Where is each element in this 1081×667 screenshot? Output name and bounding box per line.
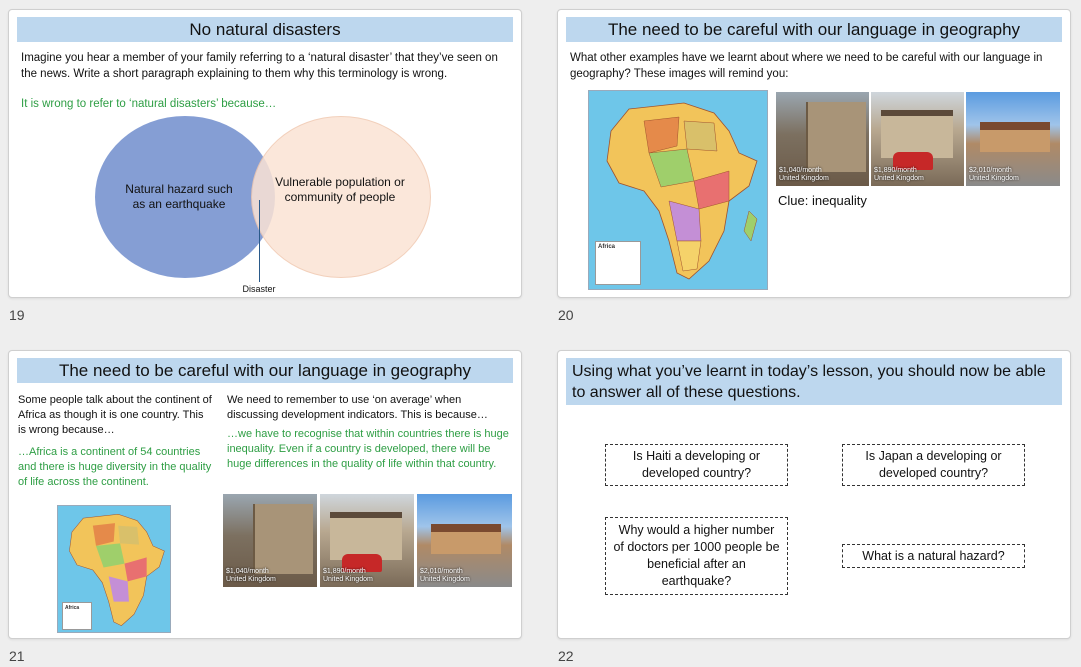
question-box-haiti: Is Haiti a developing or developed country? (605, 444, 788, 486)
overlap-pointer-line (259, 200, 260, 282)
photo-price: $1,890/month (874, 167, 917, 174)
photo-price: $1,890/month (323, 568, 366, 575)
house-photo-1 (223, 494, 317, 587)
venn-label-population: Vulnerable population or community of people (275, 175, 405, 204)
photo-price: $1,040/month (779, 167, 822, 174)
photo-place: United Kingdom (779, 175, 829, 182)
photo-place: United Kingdom (969, 175, 1019, 182)
map-legend (62, 602, 92, 630)
africa-map (57, 505, 171, 633)
slide-19[interactable] (8, 9, 522, 298)
slide-body-text: Imagine you hear a member of your family referring to a ‘natural disaster’ that they’ve seen on the news. Write a short paragraph explaining to them why this terminology is wrong. (21, 52, 498, 80)
question-box-japan: Is Japan a developing or developed country? (842, 444, 1025, 486)
question-box-doctors: Why would a higher number of doctors per 1000 people be beneficial after an earthquake? (605, 517, 788, 595)
slide-21[interactable] (8, 350, 522, 639)
photo-price: $2,010/month (969, 167, 1012, 174)
right-prompt-text: We need to remember to use ‘on average’ when discussing development indicators. This is because… (227, 394, 488, 421)
slide-20[interactable] (557, 9, 1071, 298)
clue-text: Clue: inequality (778, 193, 867, 208)
map-legend-title: Africa (598, 244, 616, 250)
photo-price: $2,010/month (420, 568, 463, 575)
house-photo-2 (871, 92, 964, 186)
slide-title: No natural disasters (17, 17, 513, 42)
right-answer-text: …we have to recognise that within countries there is huge inequality. Even if a country is developed, there will be huge differences in the quality of life within that country. (227, 428, 509, 470)
venn-label-hazard: Natural hazard such as an earthquake (125, 182, 233, 211)
photo-place: United Kingdom (874, 175, 924, 182)
house-photo-1 (776, 92, 869, 186)
slide-title: The need to be careful with our language in geography (17, 358, 513, 383)
overlap-label: Disaster (242, 284, 276, 294)
house-photo-3 (417, 494, 512, 587)
photo-place: United Kingdom (420, 576, 470, 583)
slide-number: 20 (558, 307, 574, 323)
slide-number: 19 (9, 307, 25, 323)
slide-title: Using what you’ve learnt in today’s lesson, you should now be able to answer all of these questions. (566, 358, 1062, 405)
slide-number: 22 (558, 648, 574, 664)
slide-22[interactable] (557, 350, 1071, 639)
slide-body-text: What other examples have we learnt about where we need to be careful with our language in geography? These images will remind you: (570, 52, 1043, 80)
map-legend (595, 241, 641, 285)
question-box-natural-hazard: What is a natural hazard? (842, 544, 1025, 568)
slide-number: 21 (9, 648, 25, 664)
africa-map (588, 90, 768, 290)
photo-price: $1,040/month (226, 568, 269, 575)
left-answer-text: …Africa is a continent of 54 countries and there is huge diversity in the quality of life across the continent. (18, 446, 212, 488)
slide-title: The need to be careful with our language in geography (566, 17, 1062, 42)
photo-place: United Kingdom (323, 576, 373, 583)
map-legend-title: Africa (65, 605, 80, 611)
house-photo-2 (320, 494, 414, 587)
photo-place: United Kingdom (226, 576, 276, 583)
left-prompt-text: Some people talk about the continent of Africa as though it is one country. This is wrong because… (18, 394, 212, 436)
house-photo-3 (966, 92, 1060, 186)
answer-text: It is wrong to refer to ‘natural disasters’ because… (21, 98, 277, 110)
